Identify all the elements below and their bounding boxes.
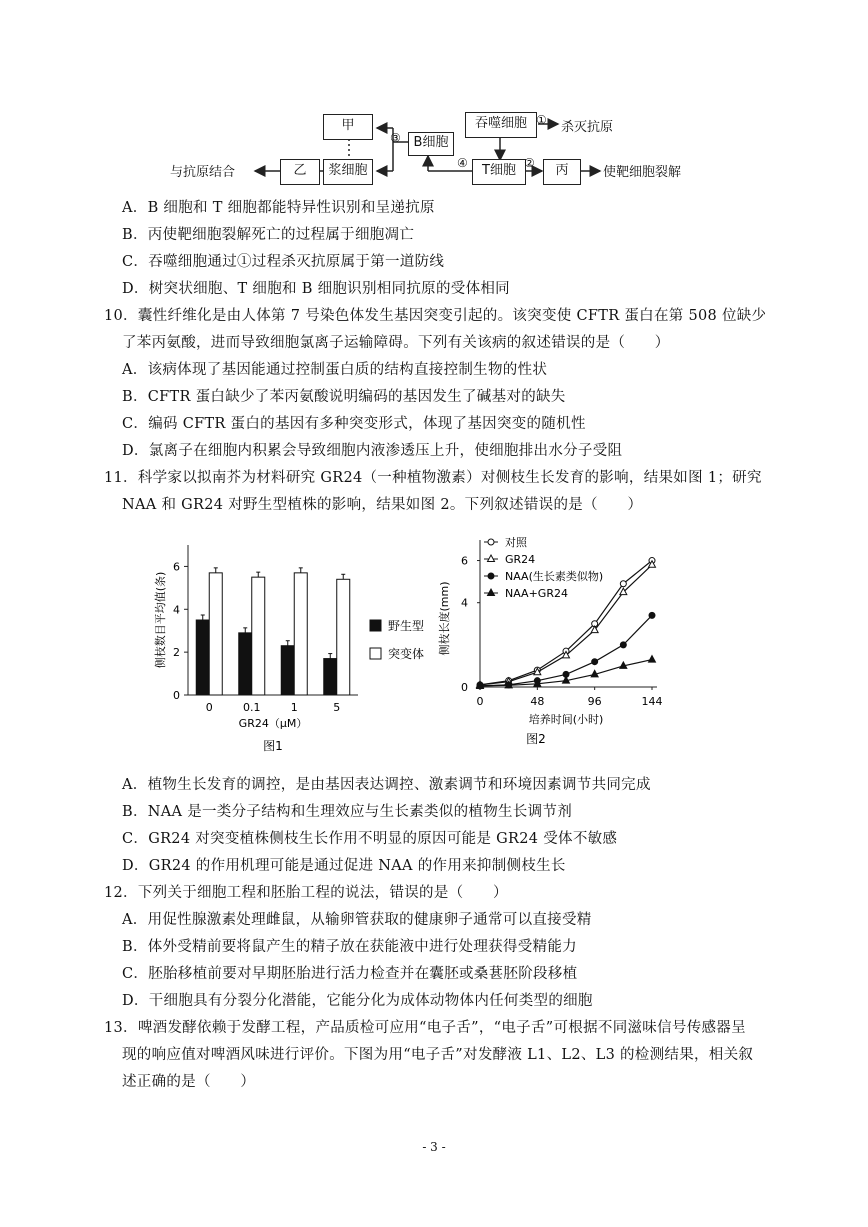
label-lyse-target: 使靶细胞裂解 bbox=[603, 165, 682, 180]
box-yi: 乙 bbox=[280, 159, 320, 185]
x-tick-label: 96 bbox=[587, 695, 602, 708]
q9-option-c: C．吞噬细胞通过①过程杀灭抗原属于第一道防线 bbox=[122, 254, 445, 270]
x-tick-label: 144 bbox=[641, 695, 663, 708]
y-tick-label: 0 bbox=[173, 689, 180, 702]
box-jia: 甲 bbox=[323, 114, 373, 140]
bar-mutant-0.1 bbox=[252, 577, 265, 695]
q11-stem-line2: NAA 和 GR24 对野生型植株的影响，结果如图 2。下列叙述错误的是（ ） bbox=[122, 497, 643, 513]
y-tick-label: 0 bbox=[461, 681, 468, 694]
q13-stem-line3: 述正确的是（ ） bbox=[122, 1074, 256, 1090]
q12-option-d: D．干细胞具有分裂分化潜能，它能分化为成体动物体内任何类型的细胞 bbox=[122, 993, 593, 1009]
legend-label-0: 对照 bbox=[505, 536, 527, 549]
q11-stem-line1: 11．科学家以拟南芥为材料研究 GR24（一种植物激素）对侧枝生长发育的影响，结果如图 1；研究 bbox=[104, 470, 762, 486]
bar-wild-1 bbox=[281, 646, 294, 695]
y-tick-label: 6 bbox=[461, 554, 468, 568]
x-tick-label: 48 bbox=[530, 695, 545, 708]
x-tick-label: 0 bbox=[476, 695, 484, 708]
label-bind-antigen: 与抗原结合 bbox=[170, 165, 236, 180]
point-0-5 bbox=[620, 581, 626, 587]
x-tick-label: 0.1 bbox=[243, 701, 261, 714]
y-axis-label: 侧枝数目平均值(条) bbox=[154, 571, 167, 669]
box-bcell: B细胞 bbox=[408, 132, 454, 156]
q11-option-b: B．NAA 是一类分子结构和生理效应与生长素类似的植物生长调节剂 bbox=[122, 804, 572, 820]
y-tick-label: 4 bbox=[173, 603, 180, 617]
q12-option-c: C．胚胎移植前要对早期胚胎进行活力检查并在囊胚或桑葚胚阶段移植 bbox=[122, 966, 578, 982]
q9-option-b: B．丙使靶细胞裂解死亡的过程属于细胞凋亡 bbox=[122, 227, 415, 243]
x-tick-label: 5 bbox=[333, 701, 341, 714]
q10-stem-line2: 了苯丙氨酸，进而导致细胞氯离子运输障碍。下列有关该病的叙述错误的是（ ） bbox=[122, 335, 670, 351]
label-kill-antigen: 杀灭抗原 bbox=[561, 120, 614, 135]
q12-option-a: A．用促性腺激素处理雌鼠，从输卵管获取的健康卵子通常可以直接受精 bbox=[122, 912, 592, 928]
q11-option-a: A．植物生长发育的调控，是由基因表达调控、激素调节和环境因素调节共同完成 bbox=[122, 777, 651, 793]
q10-option-d: D．氯离子在细胞内积累会导致细胞内液渗透压上升，使细胞排出水分子受阻 bbox=[122, 443, 623, 459]
legend-marker-0 bbox=[488, 539, 494, 545]
x-axis-label: 培养时间(小时) bbox=[528, 713, 604, 726]
y-tick-label: 2 bbox=[173, 646, 180, 660]
q9-option-d: D．树突状细胞、T 细胞和 B 细胞识别相同抗原的受体相同 bbox=[122, 281, 510, 297]
legend-label-0: 野生型 bbox=[388, 619, 425, 633]
bar-wild-0.1 bbox=[239, 633, 252, 695]
box-plasma: 浆细胞 bbox=[323, 159, 373, 185]
legend-label-1: 突变体 bbox=[388, 647, 425, 661]
box-phagocyte: 吞噬细胞 bbox=[465, 112, 537, 138]
point-3-6 bbox=[649, 656, 656, 663]
legend-swatch-1 bbox=[370, 648, 381, 659]
page-number: - 3 - bbox=[422, 1140, 446, 1154]
point-2-5 bbox=[620, 642, 626, 648]
bar-mutant-1 bbox=[294, 573, 307, 695]
y-tick-label: 4 bbox=[461, 596, 468, 610]
q11-option-d: D．GR24 的作用机理可能是通过促进 NAA 的作用来抑制侧枝生长 bbox=[122, 858, 566, 874]
box-bing: 丙 bbox=[543, 159, 581, 185]
q13-stem-line2: 现的响应值对啤酒风味进行评价。下图为用“电子舌”对发酵液 L1、L2、L3 的检测结果，相关叙 bbox=[122, 1047, 754, 1063]
x-tick-label: 1 bbox=[290, 701, 298, 714]
figure-title: 图2 bbox=[526, 732, 546, 746]
step-2-label: ② bbox=[524, 156, 535, 170]
step-4-label: ④ bbox=[457, 156, 468, 170]
x-axis-label: GR24（μM） bbox=[238, 717, 308, 730]
q12-stem: 12．下列关于细胞工程和胚胎工程的说法，错误的是（ ） bbox=[104, 885, 508, 901]
legend-marker-3 bbox=[488, 589, 495, 596]
figure-title: 图1 bbox=[263, 739, 283, 753]
legend-marker-2 bbox=[488, 573, 494, 579]
q10-option-c: C．编码 CFTR 蛋白的基因有多种突变形式，体现了基因突变的随机性 bbox=[122, 416, 586, 432]
legend-label-2: NAA(生长素类似物) bbox=[505, 570, 604, 583]
step-3-label: ③ bbox=[390, 131, 401, 145]
point-2-6 bbox=[649, 612, 655, 618]
q12-option-b: B．体外受精前要将鼠产生的精子放在获能液中进行处理获得受精能力 bbox=[122, 939, 577, 955]
legend-marker-1 bbox=[488, 555, 495, 562]
y-tick-label: 6 bbox=[173, 560, 180, 574]
box-tcell: T细胞 bbox=[472, 159, 526, 185]
bar-mutant-0 bbox=[209, 573, 222, 695]
step-1-label: ① bbox=[536, 113, 547, 127]
q10-stem-line1: 10．囊性纤维化是由人体第 7 号染色体发生基因突变引起的。该突变使 CFTR 蛋白在第 508 位缺少 bbox=[104, 308, 767, 324]
bar-mutant-5 bbox=[337, 579, 350, 695]
legend-label-3: NAA+GR24 bbox=[505, 587, 568, 600]
y-axis-label: 侧枝长度(mm) bbox=[438, 581, 451, 656]
figure-2-line-chart bbox=[430, 530, 690, 760]
bar-wild-5 bbox=[324, 659, 337, 695]
q9-option-a: A．B 细胞和 T 细胞都能特异性识别和呈递抗原 bbox=[122, 200, 435, 216]
legend-swatch-0 bbox=[370, 620, 381, 631]
q11-option-c: C．GR24 对突变植株侧枝生长作用不明显的原因可能是 GR24 受体不敏感 bbox=[122, 831, 618, 847]
legend-label-1: GR24 bbox=[505, 553, 536, 566]
point-2-4 bbox=[592, 659, 598, 665]
q10-option-a: A．该病体现了基因能通过控制蛋白质的结构直接控制生物的性状 bbox=[122, 362, 548, 378]
q13-stem-line1: 13．啤酒发酵依赖于发酵工程，产品质检可应用“电子舌”，“电子舌”可根据不同滋味信号传感器呈 bbox=[104, 1020, 746, 1036]
q10-option-b: B．CFTR 蛋白缺少了苯丙氨酸说明编码的基因发生了碱基对的缺失 bbox=[122, 389, 566, 405]
bar-wild-0 bbox=[196, 620, 209, 695]
figure-1-bar-chart bbox=[150, 530, 450, 760]
x-tick-label: 0 bbox=[205, 701, 213, 714]
